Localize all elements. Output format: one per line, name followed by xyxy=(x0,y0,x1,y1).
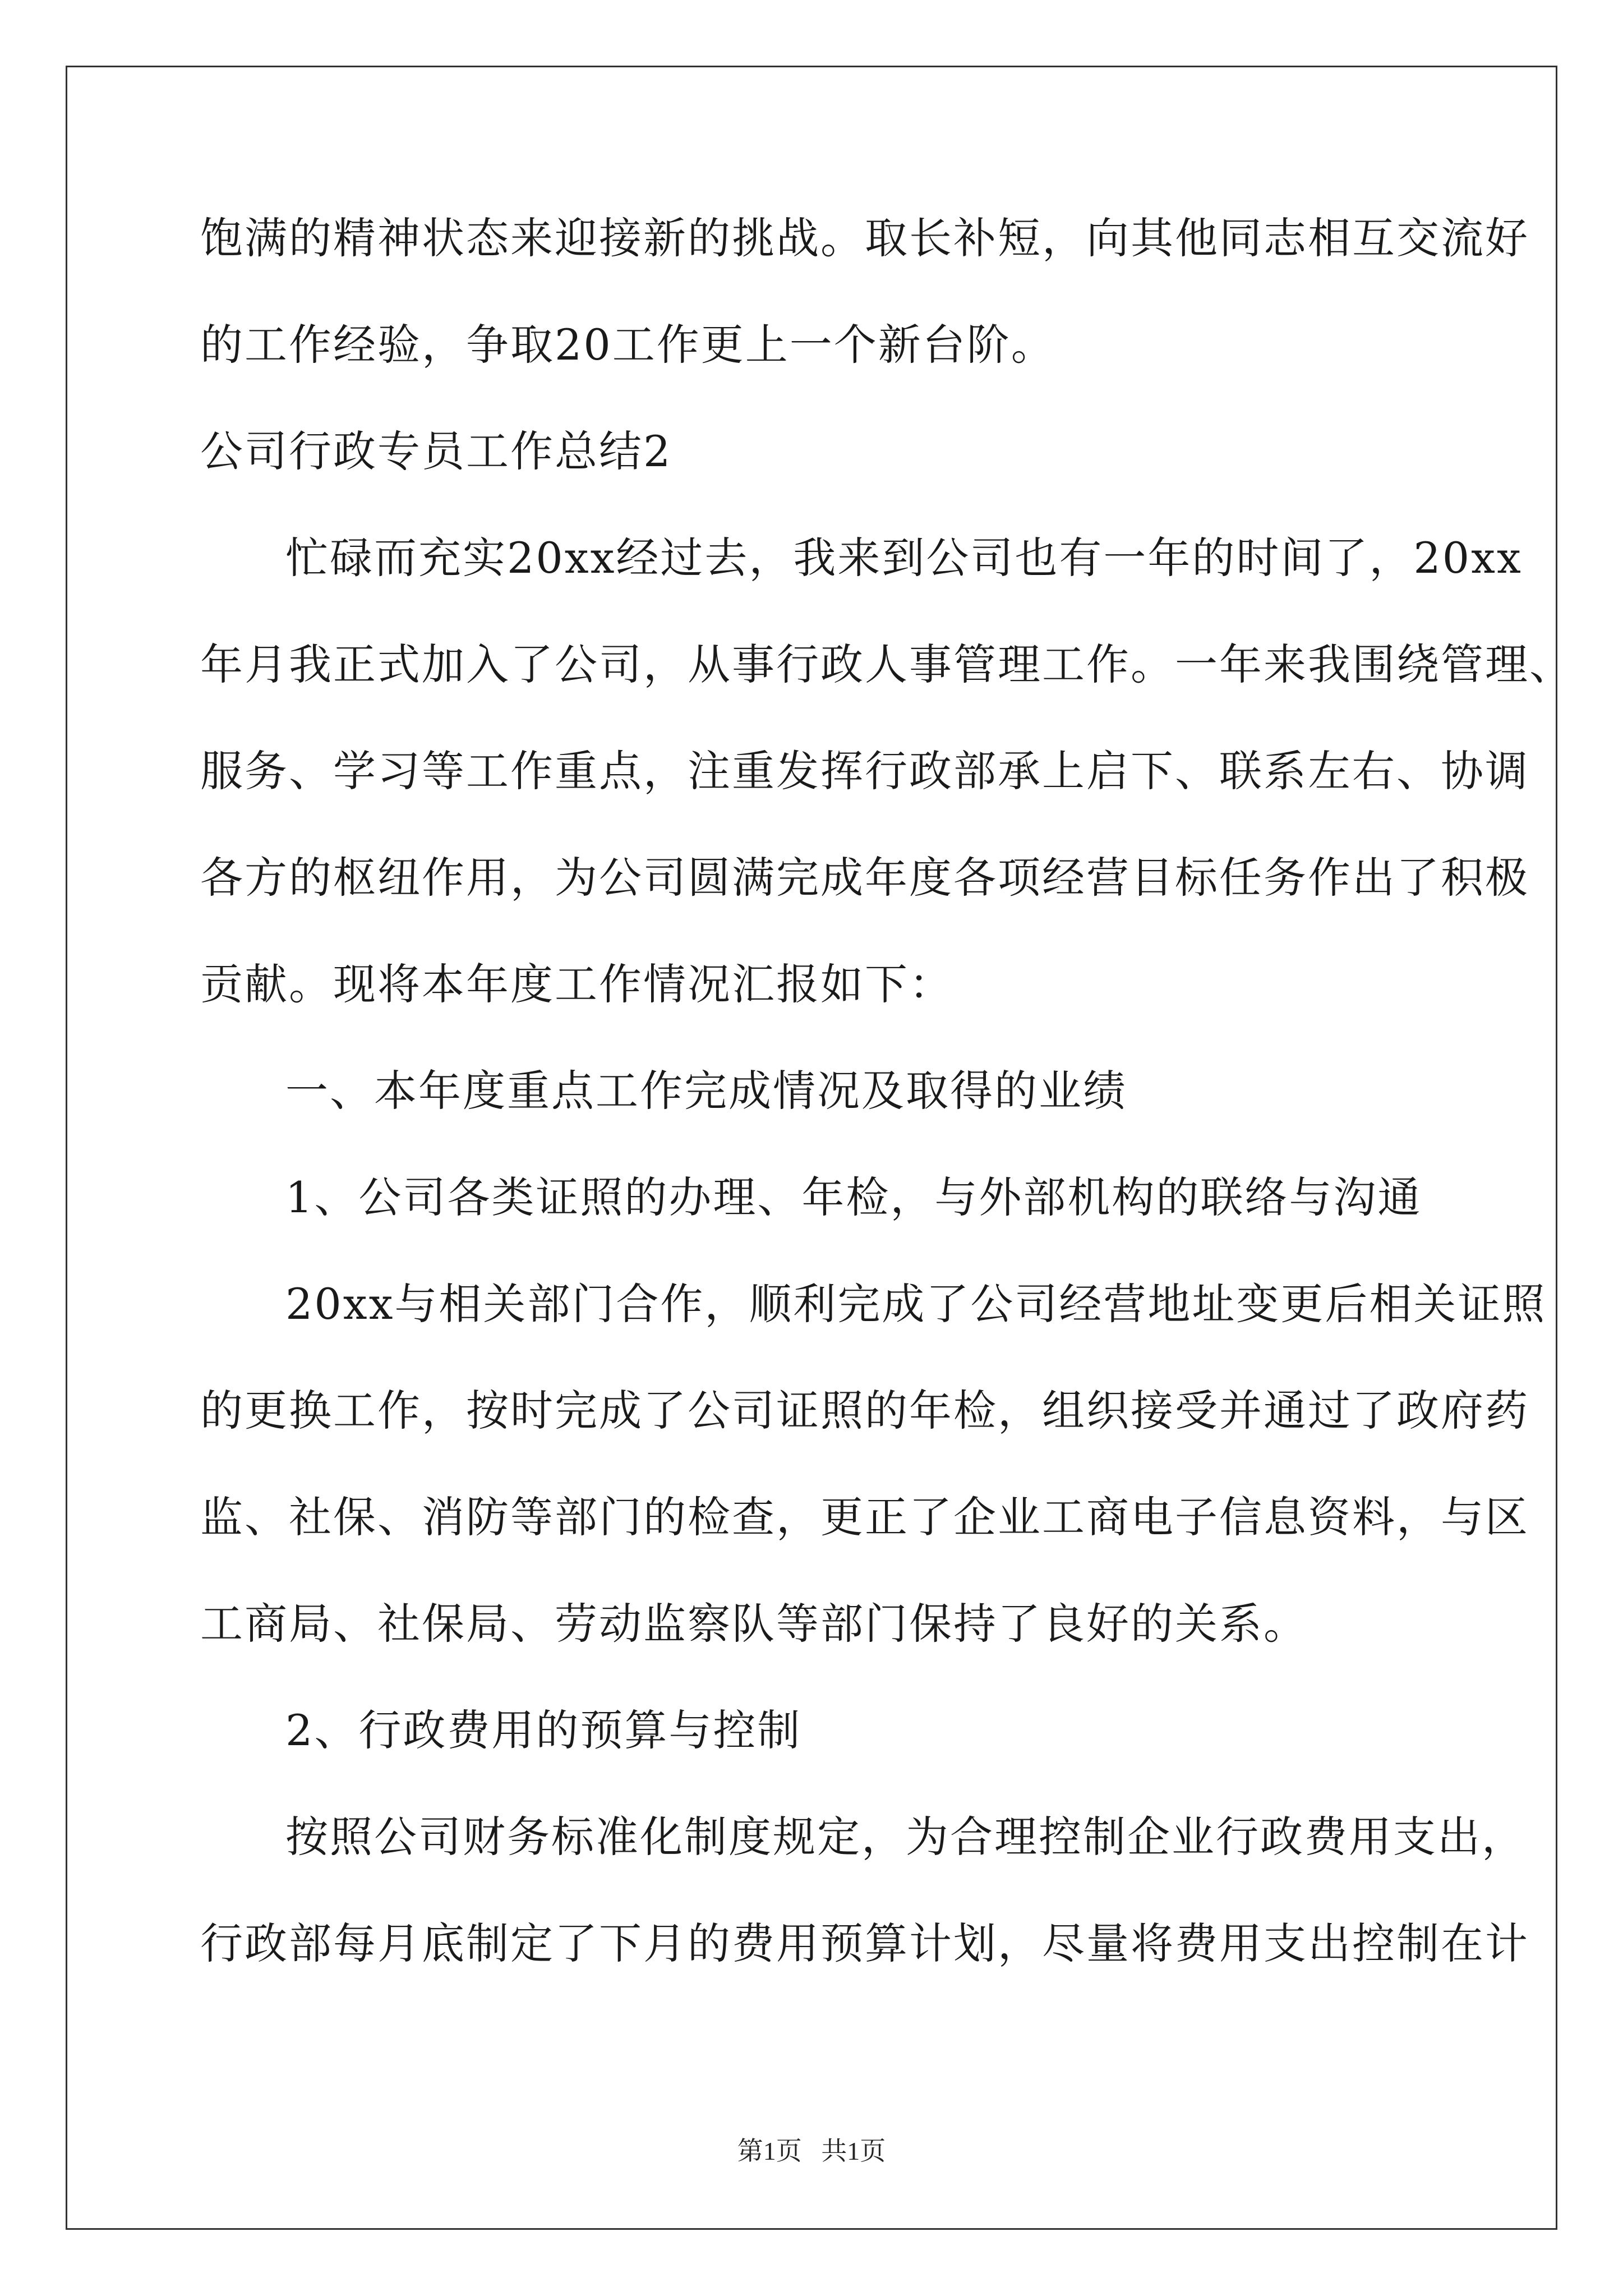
heading-line: 1、公司各类证照的办理、年检，与外部机构的联络与沟通 xyxy=(285,1172,1422,1222)
text-line: 行政部每月底制定了下月的费用预算计划，尽量将费用支出控制在计 xyxy=(200,1918,1529,1968)
text-line: 的更换工作，按时完成了公司证照的年检，组织接受并通过了政府药 xyxy=(200,1386,1529,1435)
text-line: 按照公司财务标准化制度规定，为合理控制企业行政费用支出， xyxy=(285,1812,1526,1862)
text-line: 工商局、社保局、劳动监察队等部门保持了良好的关系。 xyxy=(200,1599,1308,1649)
heading-line: 2、行政费用的预算与控制 xyxy=(285,1705,802,1755)
section-title: 公司行政专员工作总结2 xyxy=(200,426,672,476)
text-line: 20xx与相关部门合作，顺利完成了公司经营地址变更后相关证照 xyxy=(285,1279,1547,1329)
page-footer: 第1页 共1页 xyxy=(737,2137,886,2165)
text-line: 忙碌而充实20xx经过去，我来到公司也有一年的时间了，20xx xyxy=(285,533,1523,583)
text-line: 服务、学习等工作重点，注重发挥行政部承上启下、联系左右、协调 xyxy=(200,746,1529,796)
text-line: 年月我正式加入了公司，从事行政人事管理工作。一年来我围绕管理、 xyxy=(200,639,1574,689)
heading-line: 一、本年度重点工作完成情况及取得的业绩 xyxy=(285,1066,1127,1116)
text-line: 贡献。现将本年度工作情况汇报如下： xyxy=(200,959,953,1009)
text-line: 监、社保、消防等部门的检查，更正了企业工商电子信息资料，与区 xyxy=(200,1492,1529,1542)
text-line: 各方的枢纽作用，为公司圆满完成年度各项经营目标任务作出了积极 xyxy=(200,853,1529,903)
page-border xyxy=(66,66,1557,2230)
text-line: 饱满的精神状态来迎接新的挑战。取长补短，向其他同志相互交流好 xyxy=(200,213,1529,263)
text-line: 的工作经验，争取20工作更上一个新台阶。 xyxy=(200,320,1055,370)
